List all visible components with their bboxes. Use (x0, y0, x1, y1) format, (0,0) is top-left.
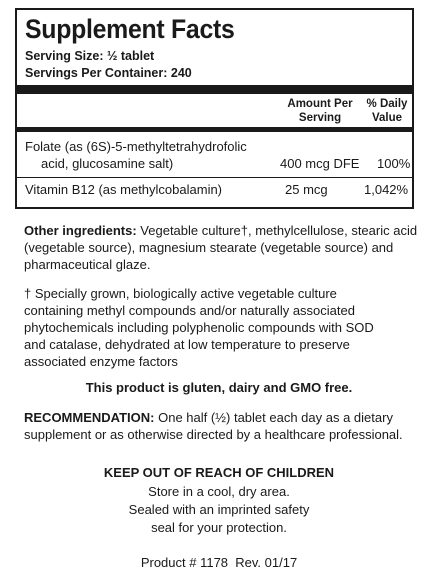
product-info: Product # 1178 Rev. 01/17 (140, 555, 298, 570)
row-folate-name-line2: acid, glucosamine salt) (41, 156, 174, 171)
row-folate-name-line1: Folate (as (6S)-5-methyltetrahydrofolic (25, 139, 247, 154)
footnote-line3: phytochemicals including polyphenolic compounds with SOD (24, 320, 374, 335)
servings-per-container: Servings Per Container: 240 (25, 66, 192, 80)
footnote-line2: containing methyl compounds and/or naturally associated (24, 303, 355, 318)
other-ingredients-line1 (24, 222, 424, 239)
row-folate-amount: 400 mcg DFE (280, 156, 360, 171)
warning-line3: seal for your protection. (151, 520, 287, 535)
recommendation-line1 (24, 409, 424, 426)
row-b12-amount: 25 mcg (285, 182, 328, 197)
footnote-line4: and catalase, dehydrated at low temperature to preserve (24, 337, 350, 352)
free-statement: This product is gluten, dairy and GMO free. (85, 380, 353, 395)
column-header-amount-line1: Amount Per (287, 98, 353, 110)
column-header-amount-line2: Serving (298, 112, 342, 124)
recommendation-line2: supplement or as otherwise directed by a healthcare professional. (24, 427, 403, 442)
row-b12-dv: 1,042% (364, 182, 409, 197)
other-ingredients-text: Vegetable culture†, methylcellulose, stearic acid (136, 223, 418, 238)
column-header-amount (280, 97, 360, 125)
divider-thick (17, 85, 412, 94)
warning-line1: Store in a cool, dry area. (148, 484, 290, 499)
row-b12-name: Vitamin B12 (as methylcobalamin) (25, 182, 223, 197)
other-ingredients-line3: pharmaceutical glaze. (24, 257, 151, 272)
divider-header (17, 127, 412, 132)
warning-heading: KEEP OUT OF REACH OF CHILDREN (103, 465, 335, 480)
supplement-facts-panel (15, 8, 414, 209)
row-folate-dv: 100% (377, 156, 411, 171)
column-header-dv-line2: Value (371, 112, 403, 124)
other-ingredients-line2: (vegetable source), magnesium stearate (vegetable source) and (24, 240, 394, 255)
row-divider (17, 177, 412, 178)
recommendation-text: One half (½) tablet each day as a dietary (154, 410, 393, 425)
serving-size: Serving Size: ½ tablet (25, 49, 155, 63)
column-header-dv-line1: % Daily (366, 98, 408, 110)
panel-title: Supplement Facts (25, 14, 235, 44)
warning-line2: Sealed with an imprinted safety (128, 502, 310, 517)
footnote-line5: associated enzyme factors (24, 354, 178, 369)
other-ingredients-label: Other ingredients: (24, 223, 137, 238)
recommendation-label: RECOMMENDATION: (24, 410, 155, 425)
column-header-daily-value (362, 97, 412, 125)
footnote-line1: † Specially grown, biologically active vegetable culture (24, 286, 337, 301)
